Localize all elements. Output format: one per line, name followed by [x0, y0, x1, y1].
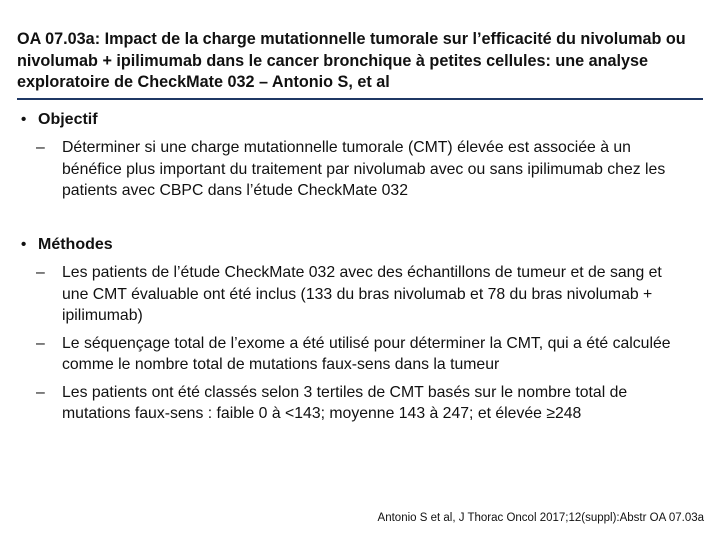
title-divider — [17, 98, 703, 100]
citation-reference: Antonio S et al, J Thorac Oncol 2017;12(suppl):Abstr OA 07.03a — [377, 512, 704, 524]
dash-marker: – — [36, 264, 45, 281]
bullet-marker: • — [21, 236, 27, 253]
dash-marker: – — [36, 139, 45, 156]
list-item — [36, 333, 691, 376]
section-heading-label: Objectif — [38, 111, 98, 128]
list-item-text: Les patients de l’étude CheckMate 032 avec des échantillons de tumeur et de sang et une CMT évaluable ont été inclus (133 du bras nivolumab et 78 du bras nivolumab + ipilimumab) — [62, 264, 662, 324]
list-item-text: Le séquençage total de l’exome a été utilisé pour déterminer la CMT, qui a été calculée comme le nombre total de mutations faux-sens dans la tumeur — [62, 334, 671, 373]
list-item — [36, 137, 691, 202]
methodes-list — [21, 262, 701, 425]
section-methodes — [21, 235, 701, 431]
section-heading-label: Méthodes — [38, 236, 113, 253]
slide-title: OA 07.03a: Impact de la charge mutationnelle tumorale sur l’efficacité du nivolumab ou nivolumab + ipilimumab dans le cancer bronchique à petites cellules: une analyse exploratoire de CheckMate 032 – Antonio S, et al — [17, 30, 686, 91]
list-item-text: Les patients ont été classés selon 3 tertiles de CMT basés sur le nombre total de mutations faux-sens : faible 0 à <143; moyenne 143 à 247; et élevée ≥248 — [62, 383, 628, 422]
dash-marker: – — [36, 334, 45, 352]
list-item — [36, 382, 691, 425]
section-heading-methodes — [21, 235, 701, 255]
objectif-list — [21, 137, 701, 202]
section-objectif — [21, 110, 701, 208]
bullet-marker: • — [21, 111, 27, 128]
dash-marker: – — [36, 383, 45, 401]
section-heading-objectif — [21, 110, 701, 130]
list-item — [36, 262, 691, 327]
list-item-text: Déterminer si une charge mutationnelle tumorale (CMT) élevée est associée à un bénéfice plus important du traitement par nivolumab avec ou sans ipilimumab chez les patients avec CBPC dans l’étude CheckMate 032 — [62, 139, 666, 199]
